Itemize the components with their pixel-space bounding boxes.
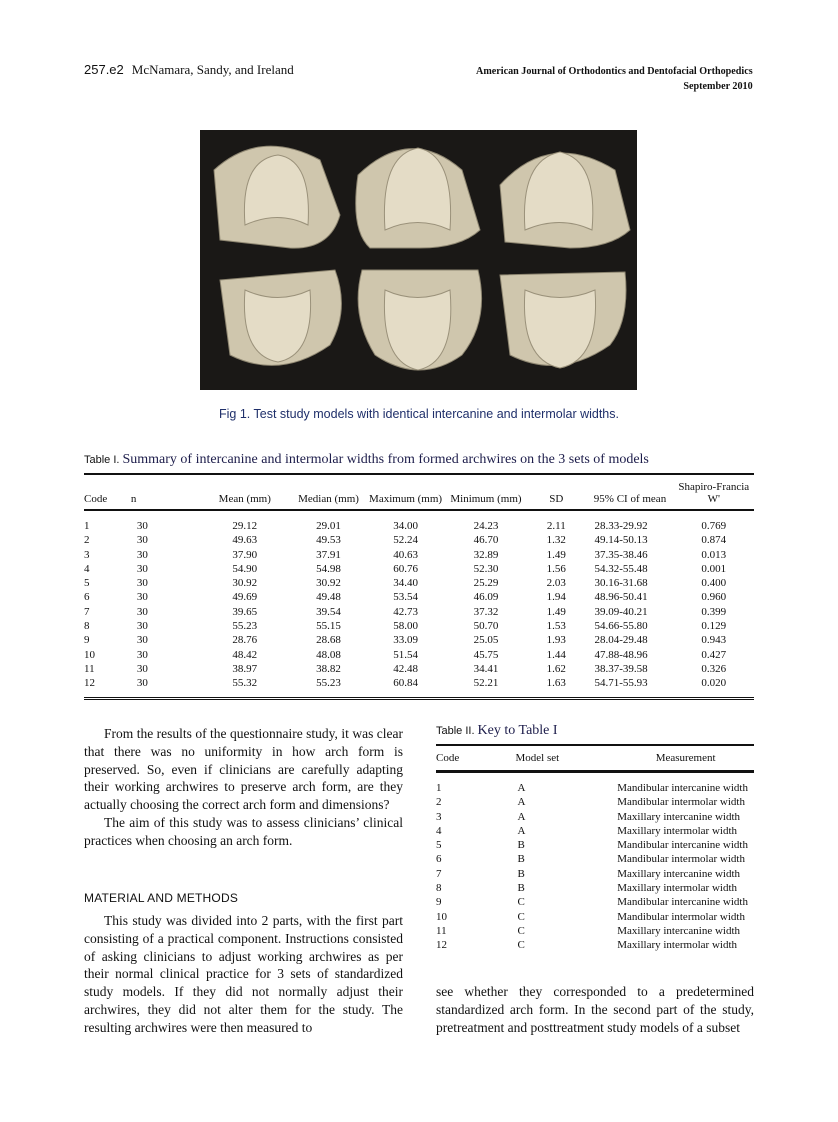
table-2-title: Table II. Key to Table I: [436, 723, 558, 738]
table-cell: 55.15: [316, 620, 341, 633]
table-cell: 54.90: [232, 562, 258, 575]
column-header: SD: [526, 474, 586, 510]
table-cell: 9: [84, 634, 90, 647]
table-cell: 55.32: [232, 677, 258, 690]
running-header-left: [84, 62, 294, 78]
table-cell: 34.41: [473, 662, 499, 675]
table-row: [84, 676, 754, 698]
table-row: [436, 910, 754, 924]
table-cell: 51.54: [393, 648, 418, 661]
table-cell: Maxillary intermolar width: [617, 939, 737, 952]
table-cell: 0.129: [701, 620, 727, 633]
table-row: [84, 562, 754, 576]
table-cell: 28.33-29.92: [594, 520, 648, 532]
table-cell: 0.013: [701, 548, 727, 561]
table-cell: C: [517, 910, 525, 923]
table-cell: 48.42: [232, 648, 258, 661]
table-cell: 30.16-31.68: [594, 577, 648, 590]
table-cell: 38.82: [316, 662, 341, 675]
table-1-title: Table I. Summary of intercanine and intermolar widths from formed archwires on the 3 sets of models: [84, 452, 649, 467]
table-cell: 55.23: [316, 677, 341, 690]
table-cell: C: [517, 924, 525, 937]
page-number: 257.e2: [84, 62, 124, 77]
table-cell: 52.30: [473, 562, 499, 575]
table-cell: 34.40: [393, 577, 418, 590]
table-cell: Maxillary intercanine width: [617, 924, 741, 937]
table-cell: 0.001: [701, 562, 727, 575]
table-cell: 30: [136, 662, 148, 675]
table-cell: 30.92: [232, 577, 258, 590]
table-row: [436, 924, 754, 938]
table-cell: 54.32-55.48: [594, 562, 648, 575]
table-row: [84, 590, 754, 604]
table-cell: 30: [136, 534, 148, 547]
table-cell: 1.62: [546, 662, 566, 675]
table-cell: 7: [84, 605, 90, 618]
table-cell: 9: [436, 896, 442, 909]
table-cell: Maxillary intermolar width: [617, 824, 737, 837]
table-cell: 30: [136, 605, 148, 618]
table-cell: 2: [436, 796, 442, 809]
table-row: [84, 510, 754, 533]
table-cell: C: [517, 939, 525, 952]
table-row: [84, 662, 754, 676]
running-header-right: [476, 64, 753, 94]
table-row: [436, 895, 754, 909]
table-cell: 1: [436, 782, 442, 794]
table-cell: 39.54: [316, 605, 341, 618]
table-row: [84, 533, 754, 547]
table-cell: 54.98: [316, 562, 341, 575]
table-cell: 49.48: [316, 591, 341, 604]
table-cell: 49.63: [232, 534, 258, 547]
table-cell: 2: [84, 534, 90, 547]
table-cell: A: [517, 782, 526, 794]
figure-caption: Fig 1. Test study models with identical intercanine and intermolar widths.: [219, 407, 619, 421]
table-cell: 32.89: [473, 548, 499, 561]
table-cell: 30.92: [316, 577, 341, 590]
table-cell: 42.48: [393, 662, 418, 675]
table-cell: 0.020: [701, 677, 727, 690]
table-cell: 0.874: [701, 534, 727, 547]
body-text-methods: [84, 912, 403, 1037]
table-cell: 37.32: [473, 605, 499, 618]
table-cell: 49.14-50.13: [594, 534, 648, 547]
table-2: [436, 723, 754, 953]
body-text-left: [84, 725, 403, 850]
table-2-grid: [436, 744, 754, 953]
column-header: Code: [84, 474, 131, 510]
table-cell: 1.56: [546, 562, 566, 575]
table-cell: 49.53: [316, 534, 341, 547]
column-header: 95% CI of mean: [586, 474, 673, 510]
table-cell: 5: [436, 839, 442, 852]
table-cell: 52.21: [473, 677, 499, 690]
table-cell: 6: [84, 591, 90, 604]
column-header: Mean (mm): [198, 474, 292, 510]
table-cell: B: [517, 882, 525, 895]
table-cell: 30: [136, 634, 148, 647]
table-cell: 48.96-50.41: [594, 591, 648, 604]
table-cell: 47.88-48.96: [594, 648, 648, 661]
table-cell: A: [517, 810, 526, 823]
table-cell: 7: [436, 867, 442, 880]
table-row: [436, 852, 754, 866]
column-header: Measurement: [617, 745, 754, 772]
table-row: [84, 576, 754, 590]
column-header: Maximum (mm): [365, 474, 445, 510]
table-cell: 30: [136, 591, 148, 604]
table-cell: B: [517, 867, 525, 880]
table-cell: 28.76: [232, 634, 258, 647]
table-cell: 60.76: [393, 562, 418, 575]
table-row: [84, 605, 754, 619]
table-cell: 0.400: [701, 577, 727, 590]
table-row: [436, 824, 754, 838]
authors: McNamara, Sandy, and Ireland: [131, 62, 294, 77]
table-cell: 25.05: [473, 634, 499, 647]
table-cell: 48.08: [316, 648, 341, 661]
table-row: [84, 548, 754, 562]
paragraph: This study was divided into 2 parts, with the first part consisting of a practical component. Instructions consisted of asking clinicians to adjust working archwires as per their normal clinical practice for 3 sets of standardized study models. If they did not normally adjust their archwires, they did not alter them for the study. The resulting archwires were then measured to: [84, 913, 403, 1035]
table-cell: 40.63: [393, 548, 418, 561]
table-cell: 37.91: [316, 548, 341, 561]
table-cell: 0.943: [701, 634, 727, 647]
table-cell: 46.70: [473, 534, 499, 547]
table-cell: 4: [436, 824, 442, 837]
table-cell: 37.90: [232, 548, 258, 561]
column-header: Shapiro-Francia W': [674, 474, 754, 510]
table-cell: 30: [136, 562, 148, 575]
table-cell: 50.70: [473, 620, 499, 633]
table-cell: A: [517, 824, 526, 837]
table-cell: 60.84: [393, 677, 418, 690]
table-cell: 53.54: [393, 591, 418, 604]
table-cell: 5: [84, 577, 90, 590]
table-row: [436, 867, 754, 881]
column-header: Minimum (mm): [446, 474, 526, 510]
column-header: Median (mm): [292, 474, 366, 510]
table-cell: Mandibular intercanine width: [617, 896, 748, 909]
table-cell: Mandibular intermolar width: [617, 796, 745, 809]
table-cell: 54.71-55.93: [594, 677, 648, 690]
table-cell: 55.23: [232, 620, 258, 633]
table-cell: 38.97: [232, 662, 258, 675]
table-1-grid: [84, 473, 754, 700]
table-cell: Maxillary intercanine width: [617, 810, 741, 823]
table-row: [436, 810, 754, 824]
table-cell: 42.73: [393, 605, 418, 618]
column-header: n: [131, 474, 198, 510]
table-cell: 1.49: [546, 605, 566, 618]
section-heading: MATERIAL AND METHODS: [84, 891, 239, 905]
table-cell: 49.69: [232, 591, 258, 604]
column-header: Model set: [516, 745, 618, 772]
table-row: [84, 619, 754, 633]
table-cell: Mandibular intermolar width: [617, 853, 745, 866]
table-cell: 0.399: [701, 605, 727, 618]
table-cell: 30: [136, 548, 148, 561]
table-cell: 4: [84, 562, 90, 575]
table-cell: 11: [436, 924, 447, 937]
table-cell: 0.769: [701, 520, 727, 532]
column-header: Code: [436, 745, 516, 772]
table-cell: 39.65: [232, 605, 258, 618]
table-cell: B: [517, 853, 525, 866]
table-cell: 25.29: [473, 577, 499, 590]
table-cell: 38.37-39.58: [594, 662, 648, 675]
table-cell: Maxillary intermolar width: [617, 882, 737, 895]
table-cell: 11: [84, 662, 95, 675]
table-cell: 30: [136, 620, 148, 633]
table-cell: Mandibular intercanine width: [617, 782, 748, 794]
table-cell: 1.44: [546, 648, 566, 661]
table-cell: 37.35-38.46: [594, 548, 648, 561]
table-cell: Mandibular intercanine width: [617, 839, 748, 852]
table-cell: 34.00: [393, 520, 418, 532]
paragraph: see whether they corresponded to a predetermined standardized arch form. In the second part of the study, pretreatment and posttreatment study models of a subset: [436, 984, 754, 1035]
table-cell: 1.63: [546, 677, 566, 690]
table-cell: 6: [436, 853, 442, 866]
table-cell: Maxillary intercanine width: [617, 867, 741, 880]
table-cell: 30: [136, 577, 148, 590]
table-row: [436, 838, 754, 852]
table-cell: 52.24: [393, 534, 418, 547]
table-cell: 29.12: [232, 520, 258, 532]
table-cell: 1.32: [546, 534, 566, 547]
issue-date: September 2010: [683, 80, 753, 92]
paragraph: From the results of the questionnaire study, it was clear that there was no uniformity in how arch form is preserved. So, even if clinicians are carefully adapting their working archwires to preserve arch form, are they actually choosing the correct arch form and dimensions?: [84, 726, 403, 813]
paragraph: The aim of this study was to assess clinicians’ clinical practices when choosing an arch form.: [84, 814, 403, 848]
table-cell: 1: [84, 520, 90, 532]
table-cell: 0.427: [701, 648, 727, 661]
table-cell: 3: [84, 548, 90, 561]
body-text-right: [436, 983, 754, 1036]
table-row: [436, 881, 754, 895]
table-cell: 45.75: [473, 648, 499, 661]
table-cell: 29.01: [316, 520, 341, 532]
table-cell: 0.326: [701, 662, 727, 675]
table-cell: 2.03: [546, 577, 566, 590]
table-cell: Mandibular intermolar width: [617, 910, 745, 923]
table-cell: 0.960: [701, 591, 727, 604]
table-cell: 30: [136, 648, 148, 661]
table-cell: 54.66-55.80: [594, 620, 648, 633]
figure-1-photo: [200, 130, 637, 390]
table-cell: 1.49: [546, 548, 566, 561]
journal-name: American Journal of Orthodontics and Dentofacial Orthopedics: [476, 65, 753, 77]
table-cell: 33.09: [393, 634, 418, 647]
table-cell: 10: [84, 648, 95, 661]
table-1: [84, 452, 754, 700]
table-cell: 10: [436, 910, 447, 923]
table-row: [436, 772, 754, 796]
table-cell: 46.09: [473, 591, 499, 604]
table-cell: 12: [84, 677, 95, 690]
table-cell: 58.00: [393, 620, 418, 633]
table-cell: 28.68: [316, 634, 341, 647]
table-cell: 8: [84, 620, 90, 633]
table-cell: 30: [136, 677, 148, 690]
table-cell: 30: [136, 520, 148, 532]
table-cell: C: [517, 896, 525, 909]
table-cell: 8: [436, 882, 442, 895]
table-row: [436, 938, 754, 952]
table-cell: 28.04-29.48: [594, 634, 648, 647]
table-cell: 1.93: [546, 634, 566, 647]
table-cell: 24.23: [473, 520, 499, 532]
table-cell: 39.09-40.21: [594, 605, 648, 618]
table-cell: B: [517, 839, 525, 852]
table-cell: 3: [436, 810, 442, 823]
table-row: [84, 648, 754, 662]
table-row: [84, 633, 754, 647]
table-cell: 12: [436, 939, 447, 952]
table-cell: 1.53: [546, 620, 566, 633]
table-cell: 2.11: [546, 520, 566, 532]
table-cell: A: [517, 796, 526, 809]
table-row: [436, 795, 754, 809]
table-cell: 1.94: [546, 591, 566, 604]
